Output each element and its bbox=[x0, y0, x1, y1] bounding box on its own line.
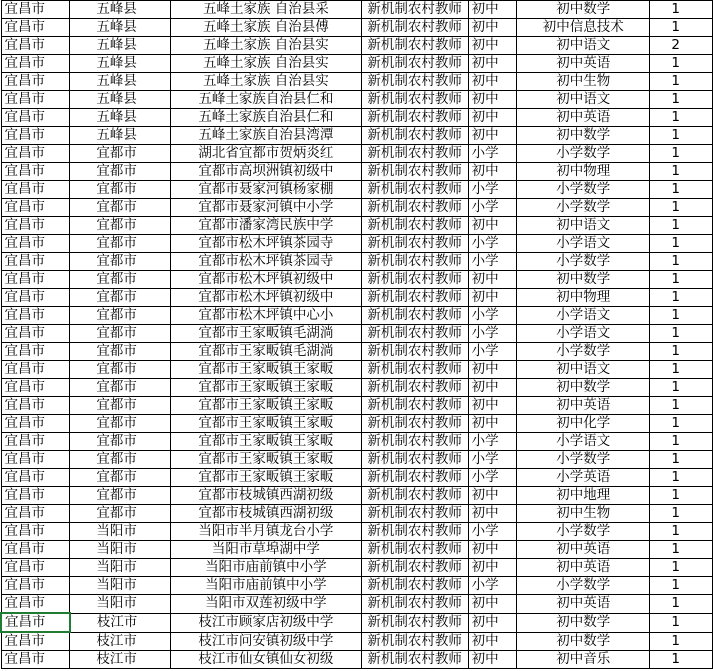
table-row bbox=[1, 559, 713, 577]
count-cell[interactable]: 1 bbox=[650, 289, 713, 307]
county-cell[interactable]: 宜都市 bbox=[70, 343, 171, 361]
subject-cell[interactable]: 初中数学 bbox=[517, 613, 650, 632]
school-cell[interactable]: 宜都市松木坪镇初级中 bbox=[171, 289, 362, 307]
city-cell[interactable]: 宜昌市 bbox=[1, 415, 70, 433]
city-cell[interactable]: 宜昌市 bbox=[1, 37, 70, 55]
county-cell[interactable]: 宜都市 bbox=[70, 307, 171, 325]
table-row bbox=[1, 73, 713, 91]
table-row bbox=[1, 181, 713, 199]
city-cell[interactable]: 宜昌市 bbox=[1, 217, 70, 235]
count-cell[interactable]: 1 bbox=[650, 651, 713, 669]
count-cell[interactable]: 1 bbox=[650, 109, 713, 127]
county-cell[interactable]: 宜都市 bbox=[70, 235, 171, 253]
table-row bbox=[1, 505, 713, 523]
county-cell[interactable]: 五峰县 bbox=[70, 1, 171, 19]
level-cell[interactable]: 初中 bbox=[468, 55, 517, 73]
school-cell[interactable]: 宜都市潘家湾民族中学 bbox=[171, 217, 362, 235]
city-cell[interactable]: 宜昌市 bbox=[1, 325, 70, 343]
table-row bbox=[1, 325, 713, 343]
subject-cell[interactable]: 初中英语 bbox=[517, 397, 650, 415]
subject-cell[interactable]: 初中数学 bbox=[517, 1, 650, 19]
school-cell[interactable]: 枝江市顾家店初级中学 bbox=[171, 613, 362, 632]
level-cell[interactable]: 初中 bbox=[468, 109, 517, 127]
school-cell[interactable]: 宜都市松木坪镇茶园寺 bbox=[171, 253, 362, 271]
table-row bbox=[1, 19, 713, 37]
county-cell[interactable]: 五峰县 bbox=[70, 19, 171, 37]
county-cell[interactable]: 五峰县 bbox=[70, 109, 171, 127]
table-row bbox=[1, 577, 713, 595]
school-cell[interactable]: 宜都市松木坪镇初级中 bbox=[171, 271, 362, 289]
level-cell[interactable]: 初中 bbox=[468, 361, 517, 379]
subject-cell[interactable]: 小学英语 bbox=[517, 469, 650, 487]
city-cell[interactable]: 宜昌市 bbox=[1, 541, 70, 559]
county-cell[interactable]: 五峰县 bbox=[70, 91, 171, 109]
city-cell[interactable]: 宜昌市 bbox=[1, 651, 70, 669]
city-cell[interactable]: 宜昌市 bbox=[1, 91, 70, 109]
level-cell[interactable]: 小学 bbox=[468, 469, 517, 487]
school-cell[interactable]: 宜都市王家畈镇王家畈 bbox=[171, 415, 362, 433]
level-cell[interactable]: 初中 bbox=[468, 127, 517, 145]
table-row bbox=[1, 217, 713, 235]
count-cell[interactable]: 1 bbox=[650, 19, 713, 37]
subject-cell[interactable]: 初中物理 bbox=[517, 289, 650, 307]
school-cell[interactable]: 宜都市王家畈镇毛湖淌 bbox=[171, 343, 362, 361]
school-cell[interactable]: 当阳市庙前镇中小学 bbox=[171, 559, 362, 577]
school-cell[interactable]: 宜都市聂家河镇中小学 bbox=[171, 199, 362, 217]
table-row bbox=[1, 361, 713, 379]
count-cell[interactable]: 1 bbox=[650, 505, 713, 523]
subject-cell[interactable]: 小学数学 bbox=[517, 523, 650, 541]
county-cell[interactable]: 宜都市 bbox=[70, 415, 171, 433]
position-cell[interactable]: 新机制农村教师 bbox=[361, 379, 468, 397]
position-cell[interactable]: 新机制农村教师 bbox=[361, 397, 468, 415]
count-cell[interactable]: 1 bbox=[650, 145, 713, 163]
school-cell[interactable]: 五峰土家族自治县湾潭 bbox=[171, 127, 362, 145]
subject-cell[interactable]: 小学语文 bbox=[517, 307, 650, 325]
county-cell[interactable]: 枝江市 bbox=[70, 632, 171, 651]
county-cell[interactable]: 枝江市 bbox=[70, 613, 171, 632]
table-row bbox=[1, 307, 713, 325]
count-cell[interactable]: 1 bbox=[650, 271, 713, 289]
city-cell[interactable]: 宜昌市 bbox=[1, 361, 70, 379]
table-row bbox=[1, 451, 713, 469]
school-cell[interactable]: 宜都市王家畈镇王家畈 bbox=[171, 451, 362, 469]
count-cell[interactable]: 1 bbox=[650, 613, 713, 632]
city-cell[interactable]: 宜昌市 bbox=[1, 433, 70, 451]
position-cell[interactable]: 新机制农村教师 bbox=[361, 595, 468, 614]
school-cell[interactable]: 五峰土家族 自治县傅 bbox=[171, 19, 362, 37]
county-cell[interactable]: 宜都市 bbox=[70, 253, 171, 271]
city-cell[interactable]: 宜昌市 bbox=[1, 523, 70, 541]
count-cell[interactable]: 1 bbox=[650, 325, 713, 343]
city-cell[interactable]: 宜昌市 bbox=[1, 595, 70, 614]
school-cell[interactable]: 当阳市庙前镇中小学 bbox=[171, 577, 362, 595]
count-cell[interactable]: 1 bbox=[650, 397, 713, 415]
level-cell[interactable]: 小学 bbox=[468, 343, 517, 361]
level-cell[interactable]: 小学 bbox=[468, 145, 517, 163]
city-cell[interactable]: 宜昌市 bbox=[1, 199, 70, 217]
table-row bbox=[1, 55, 713, 73]
city-cell[interactable]: 宜昌市 bbox=[1, 1, 70, 19]
level-cell[interactable]: 初中 bbox=[468, 632, 517, 651]
count-cell[interactable]: 1 bbox=[650, 632, 713, 651]
count-cell[interactable]: 1 bbox=[650, 199, 713, 217]
county-cell[interactable]: 宜都市 bbox=[70, 361, 171, 379]
city-cell[interactable]: 宜昌市 bbox=[1, 73, 70, 91]
level-cell[interactable]: 小学 bbox=[468, 433, 517, 451]
table-row bbox=[1, 632, 713, 651]
table-row bbox=[1, 199, 713, 217]
level-cell[interactable]: 初中 bbox=[468, 487, 517, 505]
city-cell[interactable]: 宜昌市 bbox=[1, 19, 70, 37]
subject-cell[interactable]: 初中地理 bbox=[517, 487, 650, 505]
subject-cell[interactable]: 小学数学 bbox=[517, 199, 650, 217]
count-cell[interactable]: 1 bbox=[650, 469, 713, 487]
school-cell[interactable]: 枝江市问安镇初级中学 bbox=[171, 632, 362, 651]
subject-cell[interactable]: 小学数学 bbox=[517, 343, 650, 361]
subject-cell[interactable]: 初中语文 bbox=[517, 217, 650, 235]
county-cell[interactable]: 五峰县 bbox=[70, 37, 171, 55]
city-cell[interactable]: 宜昌市 bbox=[1, 505, 70, 523]
level-cell[interactable]: 初中 bbox=[468, 1, 517, 19]
table-row bbox=[1, 1, 713, 19]
level-cell[interactable]: 初中 bbox=[468, 559, 517, 577]
level-cell[interactable]: 初中 bbox=[468, 271, 517, 289]
position-cell[interactable]: 新机制农村教师 bbox=[361, 651, 468, 669]
county-cell[interactable]: 宜都市 bbox=[70, 451, 171, 469]
subject-cell[interactable]: 小学数学 bbox=[517, 577, 650, 595]
city-cell[interactable]: 宜昌市 bbox=[1, 253, 70, 271]
table-row bbox=[1, 235, 713, 253]
position-cell[interactable]: 新机制农村教师 bbox=[361, 37, 468, 55]
position-cell[interactable]: 新机制农村教师 bbox=[361, 1, 468, 19]
county-cell[interactable]: 宜都市 bbox=[70, 163, 171, 181]
subject-cell[interactable]: 初中数学 bbox=[517, 379, 650, 397]
position-cell[interactable]: 新机制农村教师 bbox=[361, 307, 468, 325]
city-cell[interactable]: 宜昌市 bbox=[1, 397, 70, 415]
city-cell[interactable]: 宜昌市 bbox=[1, 451, 70, 469]
subject-cell[interactable]: 初中音乐 bbox=[517, 651, 650, 669]
level-cell[interactable]: 初中 bbox=[468, 651, 517, 669]
table-row bbox=[1, 37, 713, 55]
subject-cell[interactable]: 初中化学 bbox=[517, 415, 650, 433]
count-cell[interactable]: 1 bbox=[650, 55, 713, 73]
position-cell[interactable]: 新机制农村教师 bbox=[361, 253, 468, 271]
count-cell[interactable]: 1 bbox=[650, 181, 713, 199]
subject-cell[interactable]: 初中数学 bbox=[517, 632, 650, 651]
subject-cell[interactable]: 初中英语 bbox=[517, 595, 650, 614]
level-cell[interactable]: 小学 bbox=[468, 235, 517, 253]
level-cell[interactable]: 小学 bbox=[468, 199, 517, 217]
count-cell[interactable]: 1 bbox=[650, 361, 713, 379]
county-cell[interactable]: 宜都市 bbox=[70, 217, 171, 235]
level-cell[interactable]: 初中 bbox=[468, 541, 517, 559]
count-cell[interactable]: 1 bbox=[650, 415, 713, 433]
level-cell[interactable]: 初中 bbox=[468, 73, 517, 91]
position-cell[interactable]: 新机制农村教师 bbox=[361, 433, 468, 451]
count-cell[interactable]: 1 bbox=[650, 91, 713, 109]
subject-cell[interactable]: 初中语文 bbox=[517, 361, 650, 379]
school-cell[interactable]: 五峰土家族 自治县实 bbox=[171, 55, 362, 73]
school-cell[interactable]: 五峰土家族 自治县实 bbox=[171, 73, 362, 91]
school-cell[interactable]: 五峰土家族自治县仁和 bbox=[171, 109, 362, 127]
position-cell[interactable]: 新机制农村教师 bbox=[361, 91, 468, 109]
table-row bbox=[1, 523, 713, 541]
count-cell[interactable]: 1 bbox=[650, 73, 713, 91]
subject-cell[interactable]: 初中英语 bbox=[517, 109, 650, 127]
level-cell[interactable]: 小学 bbox=[468, 451, 517, 469]
county-cell[interactable]: 宜都市 bbox=[70, 469, 171, 487]
city-cell[interactable]: 宜昌市 bbox=[1, 289, 70, 307]
position-cell[interactable]: 新机制农村教师 bbox=[361, 127, 468, 145]
table-row bbox=[1, 433, 713, 451]
subject-cell[interactable]: 初中数学 bbox=[517, 271, 650, 289]
county-cell[interactable]: 宜都市 bbox=[70, 199, 171, 217]
count-cell[interactable]: 1 bbox=[650, 523, 713, 541]
subject-cell[interactable]: 初中英语 bbox=[517, 55, 650, 73]
county-cell[interactable]: 当阳市 bbox=[70, 577, 171, 595]
school-cell[interactable]: 宜都市松木坪镇中心小 bbox=[171, 307, 362, 325]
county-cell[interactable]: 枝江市 bbox=[70, 651, 171, 669]
position-cell[interactable]: 新机制农村教师 bbox=[361, 271, 468, 289]
table-row bbox=[1, 379, 713, 397]
count-cell[interactable]: 1 bbox=[650, 307, 713, 325]
subject-cell[interactable]: 小学数学 bbox=[517, 253, 650, 271]
city-cell[interactable]: 宜昌市 bbox=[1, 271, 70, 289]
level-cell[interactable]: 初中 bbox=[468, 595, 517, 614]
level-cell[interactable]: 小学 bbox=[468, 253, 517, 271]
school-cell[interactable]: 宜都市松木坪镇茶园寺 bbox=[171, 235, 362, 253]
county-cell[interactable]: 宜都市 bbox=[70, 379, 171, 397]
school-cell[interactable]: 宜都市王家畈镇王家畈 bbox=[171, 469, 362, 487]
level-cell[interactable]: 初中 bbox=[468, 379, 517, 397]
position-cell[interactable]: 新机制农村教师 bbox=[361, 235, 468, 253]
table-row bbox=[1, 397, 713, 415]
position-cell[interactable]: 新机制农村教师 bbox=[361, 469, 468, 487]
subject-cell[interactable]: 初中信息技术 bbox=[517, 19, 650, 37]
county-cell[interactable]: 当阳市 bbox=[70, 559, 171, 577]
county-cell[interactable]: 五峰县 bbox=[70, 127, 171, 145]
city-cell[interactable]: 宜昌市 bbox=[1, 307, 70, 325]
school-cell[interactable]: 宜都市王家畈镇王家畈 bbox=[171, 433, 362, 451]
position-cell[interactable]: 新机制农村教师 bbox=[361, 19, 468, 37]
table-row bbox=[1, 595, 713, 614]
school-cell[interactable]: 五峰土家族自治县仁和 bbox=[171, 91, 362, 109]
count-cell[interactable]: 1 bbox=[650, 343, 713, 361]
position-cell[interactable]: 新机制农村教师 bbox=[361, 415, 468, 433]
table-row bbox=[1, 91, 713, 109]
school-cell[interactable]: 枝江市仙女镇仙女初级 bbox=[171, 651, 362, 669]
subject-cell[interactable]: 初中物理 bbox=[517, 163, 650, 181]
subject-cell[interactable]: 初中数学 bbox=[517, 127, 650, 145]
position-cell[interactable]: 新机制农村教师 bbox=[361, 577, 468, 595]
table-row bbox=[1, 289, 713, 307]
table-row bbox=[1, 253, 713, 271]
count-cell[interactable]: 1 bbox=[650, 595, 713, 614]
position-cell[interactable]: 新机制农村教师 bbox=[361, 487, 468, 505]
count-cell[interactable]: 1 bbox=[650, 235, 713, 253]
county-cell[interactable]: 宜都市 bbox=[70, 289, 171, 307]
level-cell[interactable]: 初中 bbox=[468, 397, 517, 415]
count-cell[interactable]: 1 bbox=[650, 577, 713, 595]
count-cell[interactable]: 1 bbox=[650, 253, 713, 271]
count-cell[interactable]: 1 bbox=[650, 487, 713, 505]
county-cell[interactable]: 宜都市 bbox=[70, 271, 171, 289]
position-cell[interactable]: 新机制农村教师 bbox=[361, 181, 468, 199]
position-cell[interactable]: 新机制农村教师 bbox=[361, 289, 468, 307]
school-cell[interactable]: 宜都市枝城镇西湖初级 bbox=[171, 487, 362, 505]
level-cell[interactable]: 小学 bbox=[468, 181, 517, 199]
city-cell[interactable]: 宜昌市 bbox=[1, 127, 70, 145]
level-cell[interactable]: 初中 bbox=[468, 91, 517, 109]
city-cell[interactable]: 宜昌市 bbox=[1, 379, 70, 397]
subject-cell[interactable]: 初中英语 bbox=[517, 541, 650, 559]
position-cell[interactable]: 新机制农村教师 bbox=[361, 343, 468, 361]
count-cell[interactable]: 1 bbox=[650, 433, 713, 451]
school-cell[interactable]: 宜都市高坝洲镇初级中 bbox=[171, 163, 362, 181]
level-cell[interactable]: 初中 bbox=[468, 505, 517, 523]
school-cell[interactable]: 五峰土家族 自治县采 bbox=[171, 1, 362, 19]
subject-cell[interactable]: 初中英语 bbox=[517, 559, 650, 577]
school-cell[interactable]: 宜都市聂家河镇杨家棚 bbox=[171, 181, 362, 199]
county-cell[interactable]: 宜都市 bbox=[70, 145, 171, 163]
count-cell[interactable]: 1 bbox=[650, 1, 713, 19]
county-cell[interactable]: 当阳市 bbox=[70, 541, 171, 559]
subject-cell[interactable]: 初中语文 bbox=[517, 37, 650, 55]
school-cell[interactable]: 当阳市草埠湖中学 bbox=[171, 541, 362, 559]
table-row bbox=[1, 651, 713, 669]
city-cell[interactable]: 宜昌市 bbox=[1, 613, 70, 632]
school-cell[interactable]: 宜都市枝城镇西湖初级 bbox=[171, 505, 362, 523]
county-cell[interactable]: 宜都市 bbox=[70, 325, 171, 343]
city-cell[interactable]: 宜昌市 bbox=[1, 559, 70, 577]
county-cell[interactable]: 当阳市 bbox=[70, 595, 171, 614]
position-cell[interactable]: 新机制农村教师 bbox=[361, 109, 468, 127]
school-cell[interactable]: 宜都市王家畈镇王家畈 bbox=[171, 397, 362, 415]
count-cell[interactable]: 1 bbox=[650, 541, 713, 559]
city-cell[interactable]: 宜昌市 bbox=[1, 469, 70, 487]
city-cell[interactable]: 宜昌市 bbox=[1, 145, 70, 163]
level-cell[interactable]: 初中 bbox=[468, 163, 517, 181]
school-cell[interactable]: 五峰土家族 自治县实 bbox=[171, 37, 362, 55]
position-cell[interactable]: 新机制农村教师 bbox=[361, 199, 468, 217]
county-cell[interactable]: 宜都市 bbox=[70, 505, 171, 523]
table-row bbox=[1, 109, 713, 127]
position-cell[interactable]: 新机制农村教师 bbox=[361, 217, 468, 235]
count-cell[interactable]: 1 bbox=[650, 163, 713, 181]
school-cell[interactable]: 宜都市王家畈镇王家畈 bbox=[171, 379, 362, 397]
level-cell[interactable]: 小学 bbox=[468, 523, 517, 541]
position-cell[interactable]: 新机制农村教师 bbox=[361, 613, 468, 632]
position-cell[interactable]: 新机制农村教师 bbox=[361, 523, 468, 541]
county-cell[interactable]: 五峰县 bbox=[70, 55, 171, 73]
position-cell[interactable]: 新机制农村教师 bbox=[361, 325, 468, 343]
county-cell[interactable]: 宜都市 bbox=[70, 433, 171, 451]
county-cell[interactable]: 宜都市 bbox=[70, 181, 171, 199]
level-cell[interactable]: 小学 bbox=[468, 307, 517, 325]
table-row bbox=[1, 613, 713, 632]
table-row bbox=[1, 271, 713, 289]
subject-cell[interactable]: 初中生物 bbox=[517, 505, 650, 523]
city-cell[interactable]: 宜昌市 bbox=[1, 632, 70, 651]
subject-cell[interactable]: 小学数学 bbox=[517, 181, 650, 199]
city-cell[interactable]: 宜昌市 bbox=[1, 235, 70, 253]
table-row bbox=[1, 145, 713, 163]
count-cell[interactable]: 1 bbox=[650, 559, 713, 577]
level-cell[interactable]: 初中 bbox=[468, 415, 517, 433]
county-cell[interactable]: 五峰县 bbox=[70, 73, 171, 91]
subject-cell[interactable]: 初中语文 bbox=[517, 91, 650, 109]
subject-cell[interactable]: 初中生物 bbox=[517, 73, 650, 91]
subject-cell[interactable]: 小学语文 bbox=[517, 235, 650, 253]
position-cell[interactable]: 新机制农村教师 bbox=[361, 505, 468, 523]
level-cell[interactable]: 小学 bbox=[468, 325, 517, 343]
level-cell[interactable]: 小学 bbox=[468, 577, 517, 595]
table-row bbox=[1, 415, 713, 433]
position-cell[interactable]: 新机制农村教师 bbox=[361, 632, 468, 651]
subject-cell[interactable]: 小学语文 bbox=[517, 325, 650, 343]
position-cell[interactable]: 新机制农村教师 bbox=[361, 73, 468, 91]
subject-cell[interactable]: 小学数学 bbox=[517, 145, 650, 163]
count-cell[interactable]: 2 bbox=[650, 37, 713, 55]
position-cell[interactable]: 新机制农村教师 bbox=[361, 163, 468, 181]
position-cell[interactable]: 新机制农村教师 bbox=[361, 541, 468, 559]
table-row bbox=[1, 469, 713, 487]
school-cell[interactable]: 当阳市半月镇龙台小学 bbox=[171, 523, 362, 541]
count-cell[interactable]: 1 bbox=[650, 379, 713, 397]
level-cell[interactable]: 初中 bbox=[468, 613, 517, 632]
table-row bbox=[1, 487, 713, 505]
city-cell[interactable]: 宜昌市 bbox=[1, 163, 70, 181]
city-cell[interactable]: 宜昌市 bbox=[1, 181, 70, 199]
position-cell[interactable]: 新机制农村教师 bbox=[361, 55, 468, 73]
school-cell[interactable]: 宜都市王家畈镇王家畈 bbox=[171, 361, 362, 379]
count-cell[interactable]: 1 bbox=[650, 217, 713, 235]
table-row bbox=[1, 343, 713, 361]
count-cell[interactable]: 1 bbox=[650, 127, 713, 145]
table-row bbox=[1, 541, 713, 559]
level-cell[interactable]: 初中 bbox=[468, 217, 517, 235]
position-cell[interactable]: 新机制农村教师 bbox=[361, 145, 468, 163]
subject-cell[interactable]: 小学语文 bbox=[517, 433, 650, 451]
level-cell[interactable]: 初中 bbox=[468, 289, 517, 307]
position-cell[interactable]: 新机制农村教师 bbox=[361, 559, 468, 577]
table-row bbox=[1, 127, 713, 145]
city-cell[interactable]: 宜昌市 bbox=[1, 487, 70, 505]
position-cell[interactable]: 新机制农村教师 bbox=[361, 451, 468, 469]
count-cell[interactable]: 1 bbox=[650, 451, 713, 469]
position-cell[interactable]: 新机制农村教师 bbox=[361, 361, 468, 379]
level-cell[interactable]: 初中 bbox=[468, 37, 517, 55]
county-cell[interactable]: 宜都市 bbox=[70, 487, 171, 505]
city-cell[interactable]: 宜昌市 bbox=[1, 55, 70, 73]
county-cell[interactable]: 宜都市 bbox=[70, 397, 171, 415]
county-cell[interactable]: 当阳市 bbox=[70, 523, 171, 541]
city-cell[interactable]: 宜昌市 bbox=[1, 343, 70, 361]
city-cell[interactable]: 宜昌市 bbox=[1, 109, 70, 127]
table-row bbox=[1, 163, 713, 181]
school-cell[interactable]: 湖北省宜都市贺炳炎红 bbox=[171, 145, 362, 163]
school-cell[interactable]: 宜都市王家畈镇毛湖淌 bbox=[171, 325, 362, 343]
school-cell[interactable]: 当阳市双莲初级中学 bbox=[171, 595, 362, 614]
subject-cell[interactable]: 小学数学 bbox=[517, 451, 650, 469]
city-cell[interactable]: 宜昌市 bbox=[1, 577, 70, 595]
level-cell[interactable]: 初中 bbox=[468, 19, 517, 37]
